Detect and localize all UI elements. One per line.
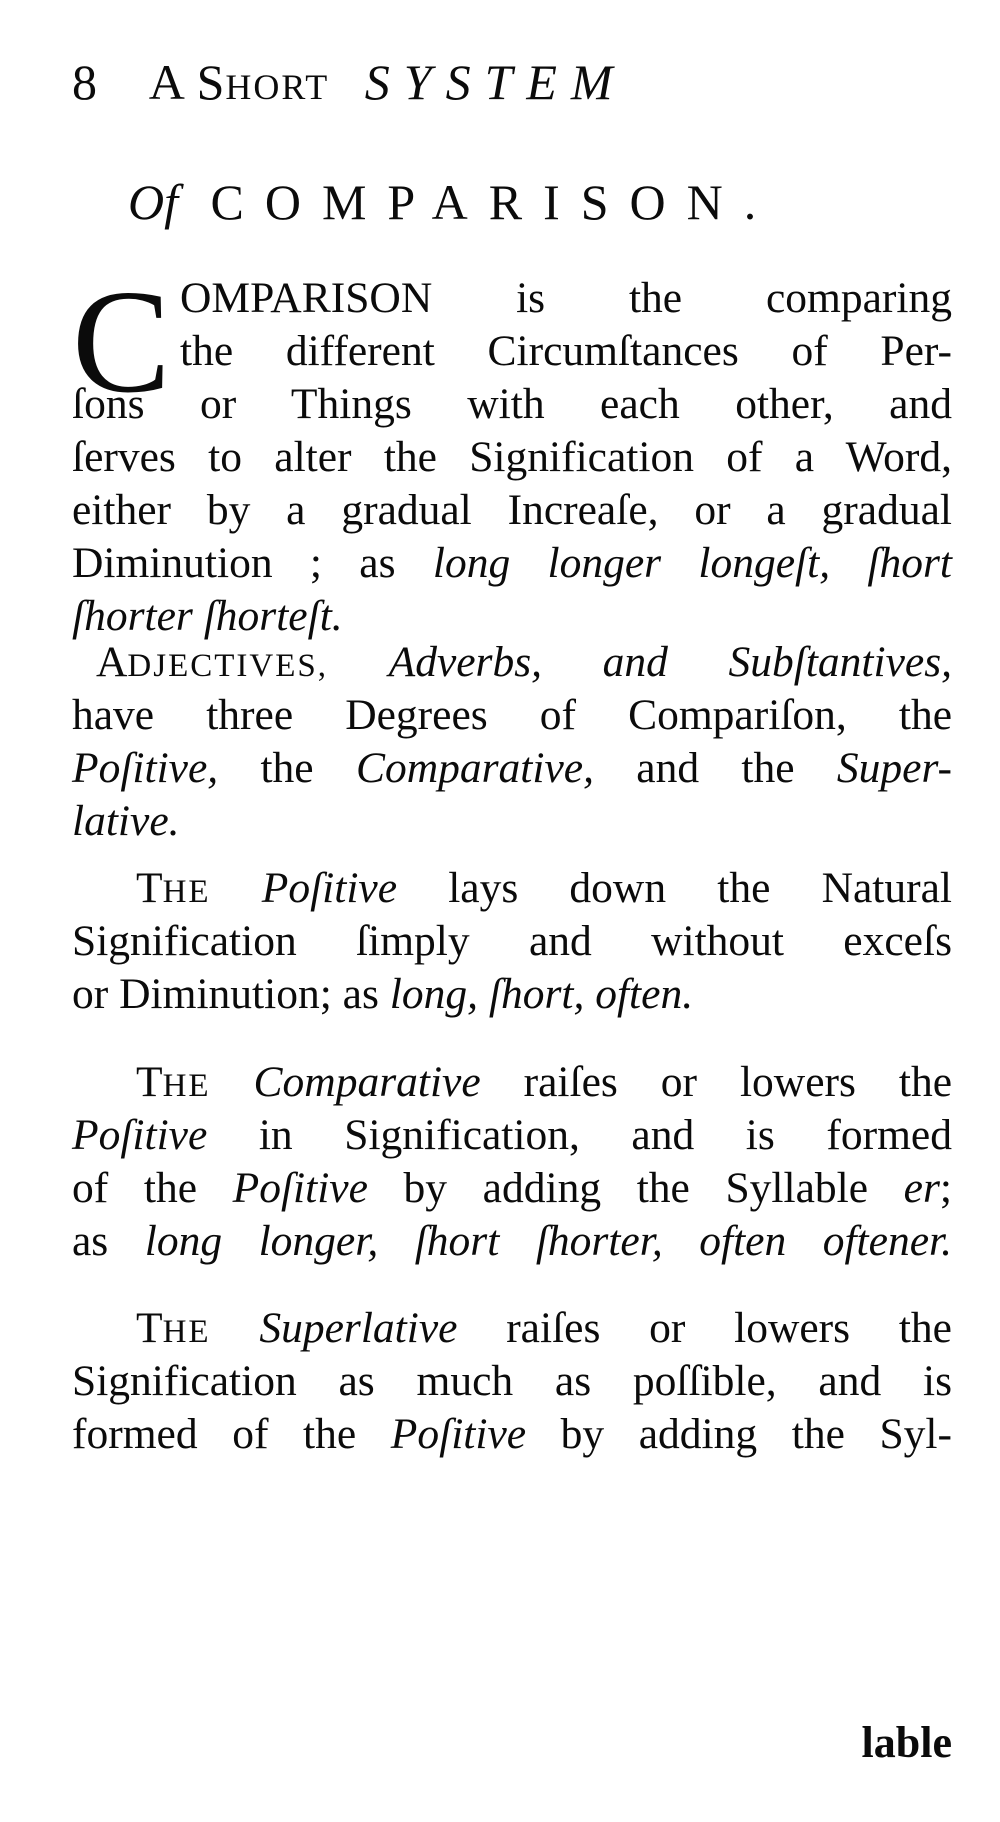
small-caps-initial: T [136, 1058, 163, 1106]
italic-run: Super- [836, 744, 952, 792]
italic-run: Comparative, [355, 744, 594, 792]
italic-run: er [903, 1164, 940, 1212]
small-caps-run: HE [162, 1068, 211, 1104]
text-line: the different Circumſtances of Per- [180, 327, 952, 375]
text-line [72, 1162, 952, 1215]
text-line: ſons or Things with each other, and [72, 380, 952, 428]
text-line [72, 1215, 952, 1268]
small-caps-run: DJECTIVES, [127, 648, 329, 684]
italic-run: Adverbs, and Subſtantives, [388, 638, 953, 686]
text-run: in Signification, and is formed [207, 1111, 952, 1159]
italic-run: long longer, ſhort ſhorter, often oftener. [144, 1217, 952, 1265]
text-run: raiſes or lowers the [523, 1058, 953, 1106]
paragraph-comparison [72, 272, 952, 643]
italic-run: Poſitive [390, 1410, 527, 1458]
small-caps-run: HE [162, 1314, 211, 1350]
chapter-title-word: COMPARISON. [210, 174, 778, 230]
paragraph-positive [72, 862, 952, 1021]
running-head-short-rest: HORT [225, 67, 330, 107]
text-run: formed of the [72, 1410, 391, 1458]
italic-run: Comparative [253, 1058, 481, 1106]
text-line [72, 742, 952, 795]
text-run: the [218, 744, 356, 792]
text-line: ſerves to alter the Signification of a Word, [72, 433, 952, 481]
page-number: 8 [72, 54, 98, 110]
text-run: and the [593, 744, 837, 792]
italic-run: Poſitive [72, 1111, 208, 1159]
running-head-short-cap: S [196, 54, 226, 110]
text-line [72, 862, 952, 915]
italic-run: Poſitive [261, 864, 398, 912]
italic-run: Poſitive [232, 1164, 368, 1212]
italic-run: Poſitive, [72, 744, 219, 792]
text-run: ; [939, 1164, 952, 1212]
text-line [72, 1302, 952, 1355]
text-run: Diminution ; as [72, 539, 433, 587]
italic-run: long longer longeſt, ſhort [432, 539, 952, 587]
small-caps-initial: T [136, 864, 163, 912]
text-line: Signification ſimply and without exceſs [72, 917, 952, 965]
italic-run: long, ſhort, often. [389, 970, 694, 1018]
small-caps-initial: T [136, 1304, 163, 1352]
text-line [72, 1408, 952, 1461]
italic-run: ſhorter ſhorteſt. [72, 592, 343, 640]
paragraph-comparative [72, 1056, 952, 1268]
drop-cap: C [72, 260, 171, 424]
paragraph-superlative [72, 1302, 952, 1461]
italic-run: Superlative [259, 1304, 458, 1352]
text-line [72, 636, 952, 689]
text-run: by adding the Syl- [526, 1410, 952, 1458]
text-line [72, 968, 952, 1021]
small-caps-initial: A [96, 638, 128, 686]
text-line: have three Degrees of Compariſon, the [72, 691, 952, 739]
small-caps-run: HE [162, 874, 211, 910]
text-run: raiſes or lowers the [506, 1304, 952, 1352]
text-line [72, 1109, 952, 1162]
catchword: lable [861, 1718, 952, 1767]
paragraph-adjectives [72, 636, 952, 848]
chapter-title [128, 172, 777, 232]
running-head-a: A [148, 54, 184, 110]
text-line: OMPARISON is the comparing [180, 274, 952, 322]
text-run: lays down the Natural [448, 864, 953, 912]
text-run: by adding the Syllable [367, 1164, 904, 1212]
running-head-system: SYSTEM [364, 54, 627, 110]
text-line: either by a gradual Increaſe, or a gradual [72, 486, 952, 534]
text-line: Signification as much as poſſible, and is [72, 1357, 952, 1405]
text-run: or Diminution; as [72, 970, 390, 1018]
text-line [72, 795, 952, 848]
text-line [72, 537, 952, 590]
running-head [72, 52, 627, 117]
text-run: of the [72, 1164, 233, 1212]
chapter-title-of: Of [128, 174, 178, 230]
italic-run: lative. [72, 797, 180, 845]
text-run: as [72, 1217, 145, 1265]
text-line [72, 1056, 952, 1109]
